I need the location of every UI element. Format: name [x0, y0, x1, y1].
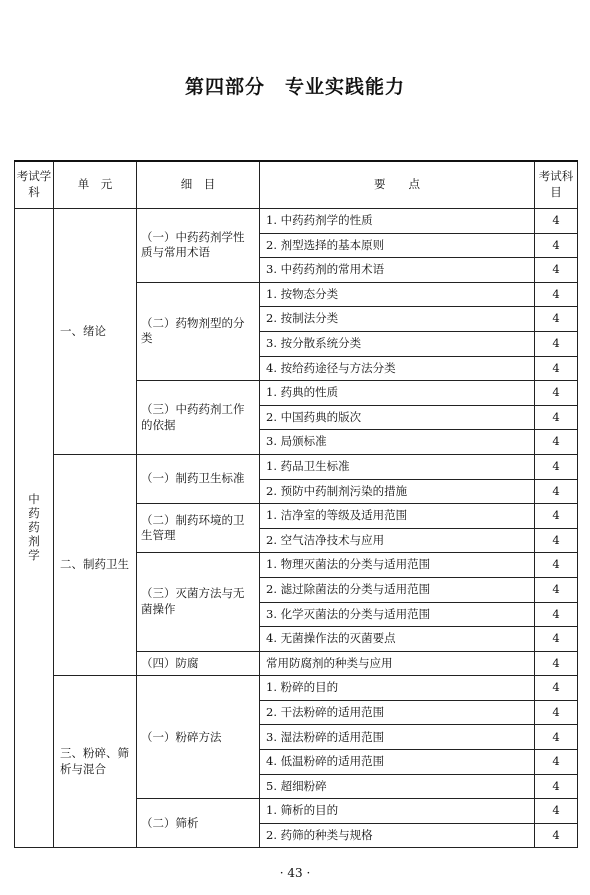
score-cell: 4	[535, 774, 578, 799]
point-cell: 1. 粉碎的目的	[260, 676, 535, 701]
point-cell: 2. 药筛的种类与规格	[260, 823, 535, 848]
score-cell: 4	[535, 258, 578, 283]
point-cell: 1. 筛析的目的	[260, 799, 535, 824]
detail-cell: （四）防腐	[137, 651, 260, 676]
score-cell: 4	[535, 750, 578, 775]
table-row	[15, 676, 578, 701]
point-cell: 2. 中国药典的版次	[260, 405, 535, 430]
point-cell: 2. 预防中药制剂污染的措施	[260, 479, 535, 504]
unit-cell: 三、粉碎、筛析与混合	[54, 676, 137, 848]
header-score: 考试科目	[535, 161, 578, 209]
point-cell: 2. 剂型选择的基本原则	[260, 233, 535, 258]
detail-cell: （三）中药药剂工作的依据	[137, 381, 260, 455]
score-cell: 4	[535, 282, 578, 307]
point-cell: 3. 按分散系统分类	[260, 331, 535, 356]
header-unit: 单 元	[54, 161, 137, 209]
point-cell: 2. 按制法分类	[260, 307, 535, 332]
score-cell: 4	[535, 356, 578, 381]
score-cell: 4	[535, 676, 578, 701]
score-cell: 4	[535, 577, 578, 602]
detail-cell: （二）药物剂型的分类	[137, 282, 260, 380]
score-cell: 4	[535, 823, 578, 848]
score-cell: 4	[535, 209, 578, 234]
score-cell: 4	[535, 504, 578, 529]
table-row	[15, 454, 578, 479]
point-cell: 3. 化学灭菌法的分类与适用范围	[260, 602, 535, 627]
page-number: · 43 ·	[279, 866, 311, 880]
point-cell: 4. 按给药途径与方法分类	[260, 356, 535, 381]
score-cell: 4	[535, 553, 578, 578]
point-cell: 3. 中药药剂的常用术语	[260, 258, 535, 283]
detail-cell: （一）制药卫生标准	[137, 454, 260, 503]
score-cell: 4	[535, 651, 578, 676]
header-detail: 细 目	[137, 161, 260, 209]
detail-cell: （一）粉碎方法	[137, 676, 260, 799]
point-cell: 2. 滤过除菌法的分类与适用范围	[260, 577, 535, 602]
score-cell: 4	[535, 627, 578, 652]
detail-cell: （二）筛析	[137, 799, 260, 848]
score-cell: 4	[535, 479, 578, 504]
point-cell: 常用防腐剂的种类与应用	[260, 651, 535, 676]
detail-cell: （三）灭菌方法与无菌操作	[137, 553, 260, 651]
point-cell: 3. 局颁标准	[260, 430, 535, 455]
subject-label: 中药药剂学	[28, 492, 40, 563]
score-cell: 4	[535, 602, 578, 627]
score-cell: 4	[535, 405, 578, 430]
detail-cell: （二）制药环境的卫生管理	[137, 504, 260, 553]
score-cell: 4	[535, 528, 578, 553]
point-cell: 2. 干法粉碎的适用范围	[260, 700, 535, 725]
score-cell: 4	[535, 307, 578, 332]
point-cell: 1. 药品卫生标准	[260, 454, 535, 479]
point-cell: 1. 按物态分类	[260, 282, 535, 307]
point-cell: 2. 空气洁净技术与应用	[260, 528, 535, 553]
detail-cell: （一）中药药剂学性质与常用术语	[137, 209, 260, 283]
point-cell: 5. 超细粉碎	[260, 774, 535, 799]
score-cell: 4	[535, 381, 578, 406]
point-cell: 1. 物理灭菌法的分类与适用范围	[260, 553, 535, 578]
point-cell: 1. 药典的性质	[260, 381, 535, 406]
point-cell: 1. 洁净室的等级及适用范围	[260, 504, 535, 529]
point-cell: 4. 低温粉碎的适用范围	[260, 750, 535, 775]
score-cell: 4	[535, 700, 578, 725]
score-cell: 4	[535, 454, 578, 479]
header-subject: 考试学科	[15, 161, 54, 209]
score-cell: 4	[535, 430, 578, 455]
subject-cell	[15, 209, 54, 848]
point-cell: 4. 无菌操作法的灭菌要点	[260, 627, 535, 652]
score-cell: 4	[535, 799, 578, 824]
unit-cell: 二、制药卫生	[54, 454, 137, 675]
page-title: 第四部分 专业实践能力	[184, 76, 405, 98]
point-cell: 1. 中药药剂学的性质	[260, 209, 535, 234]
header-points: 要 点	[260, 161, 535, 209]
point-cell: 3. 湿法粉碎的适用范围	[260, 725, 535, 750]
table-body	[15, 209, 578, 848]
table-row	[15, 209, 578, 234]
syllabus-table	[14, 160, 578, 848]
score-cell: 4	[535, 725, 578, 750]
unit-cell: 一、绪论	[54, 209, 137, 455]
score-cell: 4	[535, 233, 578, 258]
table-header-row	[15, 161, 578, 209]
score-cell: 4	[535, 331, 578, 356]
